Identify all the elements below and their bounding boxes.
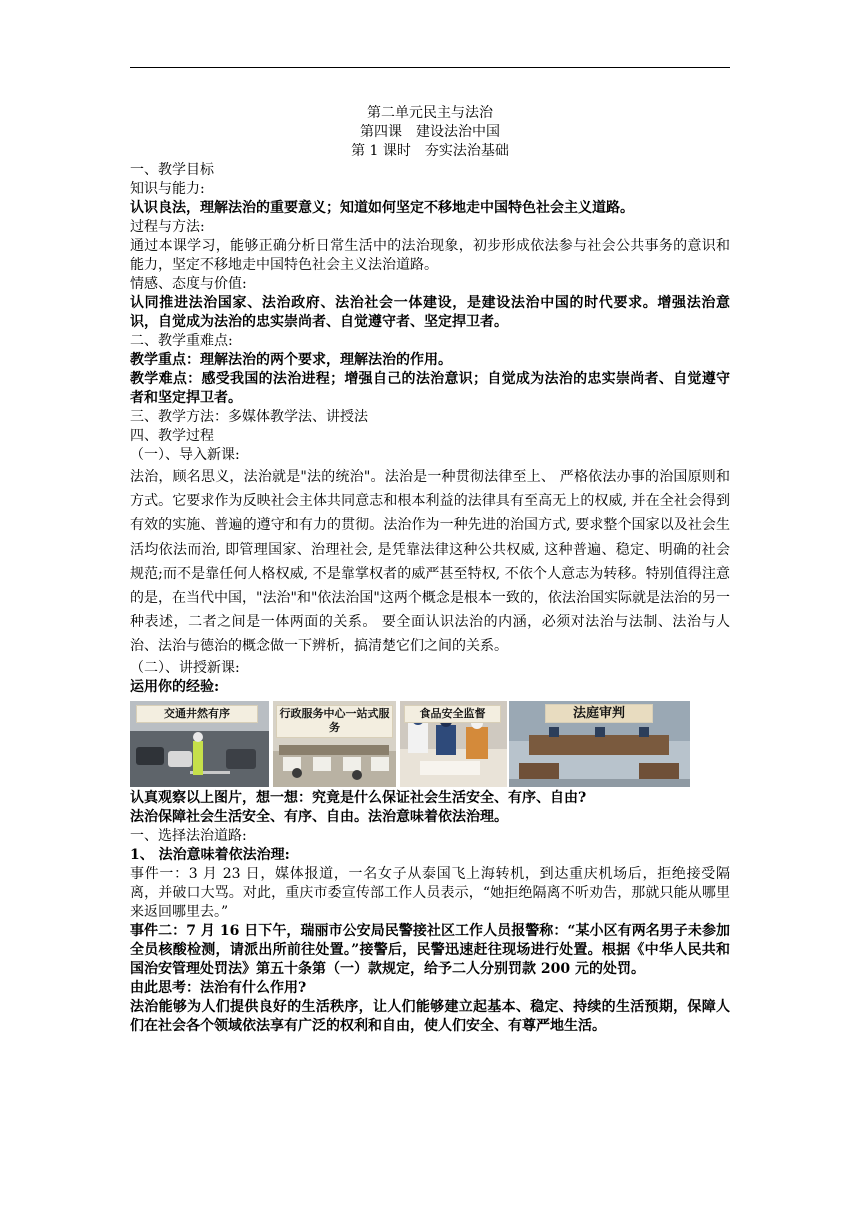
photo-service-center-caption: 行政服务中心一站式服务 xyxy=(276,705,393,738)
observation-question: 认真观察以上图片，想一想：究竟是什么保证社会生活安全、有序、自由? xyxy=(130,789,587,806)
photo-food-safety-caption: 食品安全监督 xyxy=(404,705,501,723)
emotion-label: 情感、态度与价值: xyxy=(130,276,247,292)
lecture-label: （二）、讲授新课: xyxy=(130,659,240,676)
photo-service-center xyxy=(273,701,396,787)
lesson-title: 第四课 建设法治中国 xyxy=(360,124,500,140)
event-two: 事件二：7 月 16 日下午，瑞丽市公安局民警接社区工作人员报警称：“某小区有两名男子未参加全员核酸检测，请派出所前往处置。”接警后，民警迅速赶往现场进行处置。根据《中华人民共和国治安管理处罚法》第五十条第（一）款规定，给予二人分别罚款 200 元的处罚。 xyxy=(130,922,730,977)
intro-text: 法治，顾名思义，法治就是"法的统治"。法治是一种贯彻法律至上、 严格依法办事的治国原则和方式。它要求作为反映社会主体共同意志和根本利益的法律具有至高无上的权威, 并在全社会得到有效的实施、普遍的遵守和有力的贯彻。法治作为一种先进的治国方式, 要求整个国家以及社会生活均依法而治, 即管理国家、治理社会, 是凭靠法律这种公共权威, 这种普遍、稳定、明确的社会规范;而不是靠任何人格权威, 不是靠掌权者的威严甚至特权, 不依个人意志为转移。特别值得注意的是，在当代中国，"法治"和"依法治国"这两个概念是根本一致的，依法治国实际就是法治的另一种表述，二者之间是一体两面的关系。 要全面认识法治的内涵，必须对法治与法制、法治与人治、法治与德治的概念做一下辨析，搞清楚它们之间的关系。 xyxy=(130,469,730,655)
emotion-text: 认同推进法治国家、法治政府、法治社会一体建设，是建设法治中国的时代要求。增强法治意识，自觉成为法治的忠实崇尚者、自觉遵守者、坚定捍卫者。 xyxy=(130,295,730,330)
teaching-difficulty: 教学难点：感受我国的法治进程；增强自己的法治意识；自觉成为法治的忠实崇尚者、自觉遵守者和坚定捍卫者。 xyxy=(130,371,730,406)
experience-label: 运用你的经验: xyxy=(130,678,220,695)
photo-traffic xyxy=(130,701,269,787)
think-label: 由此思考：法治有什么作用? xyxy=(130,979,307,996)
photo-traffic-caption: 交通井然有序 xyxy=(136,705,258,723)
intro-label: （一）、导入新课: xyxy=(130,447,240,463)
observation-answer: 法治保障社会生活安全、有序、自由。法治意味着依法治理。 xyxy=(130,808,508,825)
objectives-heading: 一、教学目标 xyxy=(130,162,214,178)
teaching-methods: 三、教学方法：多媒体教学法、讲授法 xyxy=(130,409,368,425)
photo-food-safety xyxy=(400,701,507,787)
process-heading: 四、教学过程 xyxy=(130,428,214,444)
knowledge-label: 知识与能力: xyxy=(130,181,205,197)
think-answer: 法治能够为人们提供良好的生活秩序，让人们能够建立起基本、稳定、持续的生活预期，保障人们在社会各个领域依法享有广泛的权利和自由，使人们安全、有尊严地生活。 xyxy=(130,998,730,1034)
process-label: 过程与方法: xyxy=(130,219,205,235)
knowledge-text: 认识良法，理解法治的重要意义；知道如何坚定不移地走中国特色社会主义道路。 xyxy=(130,200,634,216)
photo-strip xyxy=(130,701,730,787)
photo-courtroom xyxy=(509,701,690,787)
photo-courtroom-caption: 法庭审判 xyxy=(545,704,653,723)
key-points-heading: 二、教学重难点: xyxy=(130,333,233,349)
unit-title: 第二单元民主与法治 xyxy=(367,105,493,121)
document-body xyxy=(130,104,730,1036)
period-title: 第 1 课时 夯实法治基础 xyxy=(351,143,509,159)
process-text: 通过本课学习，能够正确分析日常生活中的法治现象，初步形成依法参与社会公共事务的意识和能力，坚定不移地走中国特色社会主义法治道路。 xyxy=(130,238,730,273)
event-one: 事件一：3 月 23 日，媒体报道，一名女子从泰国飞上海转机，到达重庆机场后，拒绝接受隔离，并破口大骂。对此，重庆市委宣传部工作人员表示，“她拒绝隔离不听劝告，那就只能从哪里来返回哪里去。” xyxy=(130,865,730,920)
rule-of-law-subheading: 1、 法治意味着依法治理: xyxy=(130,846,290,863)
header-rule xyxy=(130,67,730,68)
choose-path-heading: 一、选择法治道路: xyxy=(130,827,247,844)
teaching-focus: 教学重点：理解法治的两个要求，理解法治的作用。 xyxy=(130,352,452,368)
